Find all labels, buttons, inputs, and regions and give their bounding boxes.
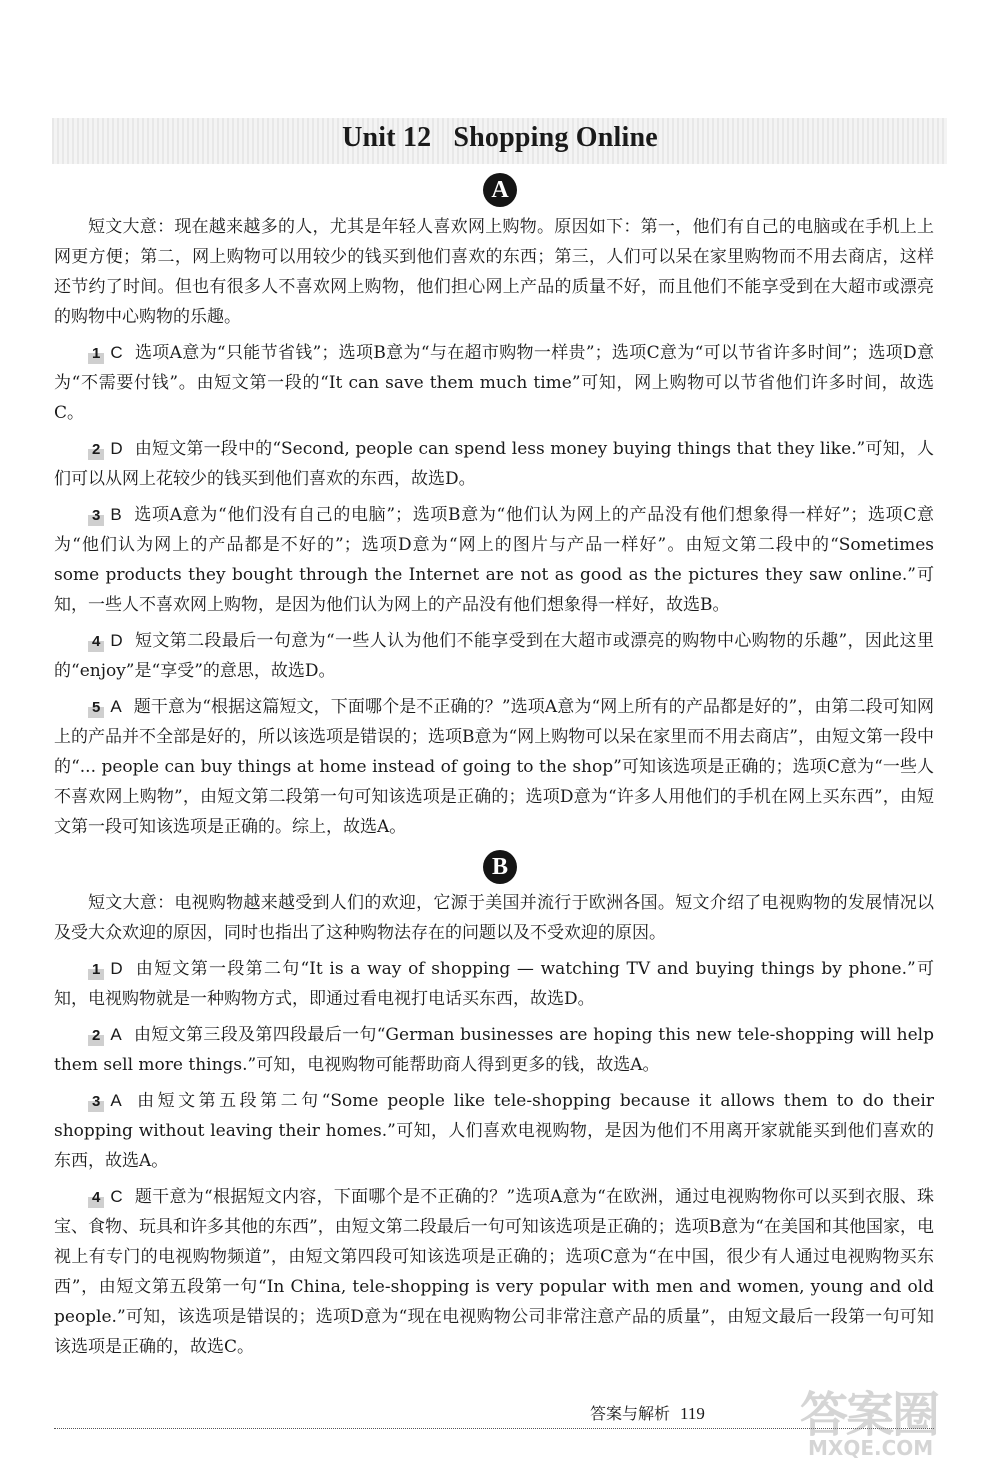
unit-number: Unit 12: [342, 122, 432, 153]
question-item: [54, 692, 934, 842]
question-answer: D: [110, 959, 123, 978]
page-number: 119: [680, 1404, 705, 1423]
question-number: 5: [88, 698, 104, 718]
question-answer: C: [110, 343, 123, 362]
question-item: [54, 1086, 934, 1176]
question-number: 1: [88, 344, 104, 364]
question-item: [54, 954, 934, 1014]
section-badge-a: A: [483, 173, 517, 207]
question-answer: A: [110, 697, 122, 716]
question-number: 3: [88, 506, 104, 526]
watermark-url: MXQE.COM: [808, 1436, 934, 1460]
watermark-logo: 答案圈: [800, 1387, 939, 1443]
question-item: [54, 626, 934, 686]
question-explanation: 由短文第五段第二句“Some people like tele-shopping because it allows them to do their shopping without leaving their homes.”可知，人们喜欢电视购物，是因为他们不用离开家就能买到他们喜欢的东西，故选A。: [54, 1091, 934, 1171]
question-answer: D: [110, 439, 123, 458]
footer-label: 答案与解析: [590, 1404, 671, 1423]
question-answer: D: [110, 631, 123, 650]
question-number: 2: [88, 440, 104, 460]
section-a: [54, 212, 934, 842]
question-number: 1: [88, 960, 104, 980]
question-explanation: 由短文第三段及第四段最后一句“German businesses are hoping this new tele-shopping will help them sell more things.”可知，电视购物可能帮助商人得到更多的钱，故选A。: [54, 1025, 934, 1075]
question-item: [54, 434, 934, 494]
section-badge-b: B: [483, 850, 517, 884]
watermark: [800, 1376, 980, 1466]
section-summary: 短文大意：现在越来越多的人，尤其是年轻人喜欢网上购物。原因如下：第一，他们有自己的电脑或在手机上上网更方便；第二，网上购物可以用较少的钱买到他们喜欢的东西；第三，人们可以呆在家里购物而不用去商店，这样还节约了时间。但也有很多人不喜欢网上购物，他们担心网上产品的质量不好，而且他们不能享受到在大超市或漂亮的购物中心购物的乐趣。: [54, 217, 934, 327]
question-explanation: 题干意为“根据短文内容，下面哪个是不正确的？”选项A意为“在欧洲，通过电视购物你可以买到衣服、珠宝、食物、玩具和许多其他的东西”，由短文第二段最后一句可知该选项是正确的；选项B意为“在美国和其他国家，电视上有专门的电视购物频道”，由短文第四段可知该选项是正确的；选项C意为“在中国，很少有人通过电视购物买东西”，由短文第五段第一句“In China, tele-shopping is very popular with men and women, young and old people.”可知，该选项是错误的；选项D意为“现在电视购物公司非常注意产品的质量”，由短文最后一段第一句可知该选项是正确的，故选C。: [54, 1187, 934, 1357]
section-b: [54, 888, 934, 1362]
section-summary: 短文大意：电视购物越来越受到人们的欢迎，它源于美国并流行于欧洲各国。短文介绍了电视购物的发展情况以及受大众欢迎的原因，同时也指出了这种购物法存在的问题以及不受欢迎的原因。: [54, 893, 934, 943]
question-answer: C: [110, 1187, 123, 1206]
question-explanation: 选项A意为“只能节省钱”；选项B意为“与在超市购物一样贵”；选项C意为“可以节省许多时间”；选项D意为“不需要付钱”。由短文第一段的“It can save them much time”可知，网上购物可以节省他们许多时间，故选C。: [54, 343, 934, 423]
question-item: [54, 1020, 934, 1080]
question-number: 4: [88, 632, 104, 652]
question-explanation: 由短文第一段第二句“It is a way of shopping — watching TV and buying things by phone.”可知，电视购物就是一种购物方式，即通过看电视打电话买东西，故选D。: [54, 959, 934, 1009]
question-explanation: 选项A意为“他们没有自己的电脑”；选项B意为“他们认为网上的产品没有他们想象得一样好”；选项C意为“他们认为网上的产品都是不好的”；选项D意为“网上的图片与产品一样好”。由短文第二段中的“Sometimes some products they bought through the Internet are not as good as the pictures they saw online.”可知，一些人不喜欢网上购物，是因为他们认为网上的产品没有他们想象得一样好，故选B。: [54, 505, 934, 615]
question-number: 2: [88, 1026, 104, 1046]
question-explanation: 由短文第一段中的“Second, people can spend less money buying things that they like.”可知，人们可以从网上花较少的钱买到他们喜欢的东西，故选D。: [54, 439, 934, 489]
question-explanation: 题干意为“根据这篇短文，下面哪个是不正确的？”选项A意为“网上所有的产品都是好的”，由第二段可知网上的产品并不全部是好的，所以该选项是错误的；选项B意为“网上购物可以呆在家里而不用去商店”，由短文第一段中的“... people can buy things at home instead of going to the shop”可知该选项是正确的；选项C意为“一些人不喜欢网上购物”，由短文第二段第一句可知该选项是正确的；选项D意为“许多人用他们的手机在网上买东西”，由短文第一段可知该选项是正确的。综上，故选A。: [54, 697, 934, 837]
question-item: [54, 338, 934, 428]
question-answer: A: [110, 1025, 122, 1044]
question-item: [54, 1182, 934, 1362]
question-answer: A: [110, 1091, 122, 1110]
page-title: [0, 122, 1000, 154]
unit-name: Shopping Online: [453, 122, 658, 153]
question-number: 3: [88, 1092, 104, 1112]
question-explanation: 短文第二段最后一句意为“一些人认为他们不能享受到在大超市或漂亮的购物中心购物的乐趣”，因此这里的“enjoy”是“享受”的意思，故选D。: [54, 631, 934, 681]
question-number: 4: [88, 1188, 104, 1208]
question-answer: B: [110, 505, 122, 524]
question-item: [54, 500, 934, 620]
page-footer: [590, 1401, 705, 1424]
